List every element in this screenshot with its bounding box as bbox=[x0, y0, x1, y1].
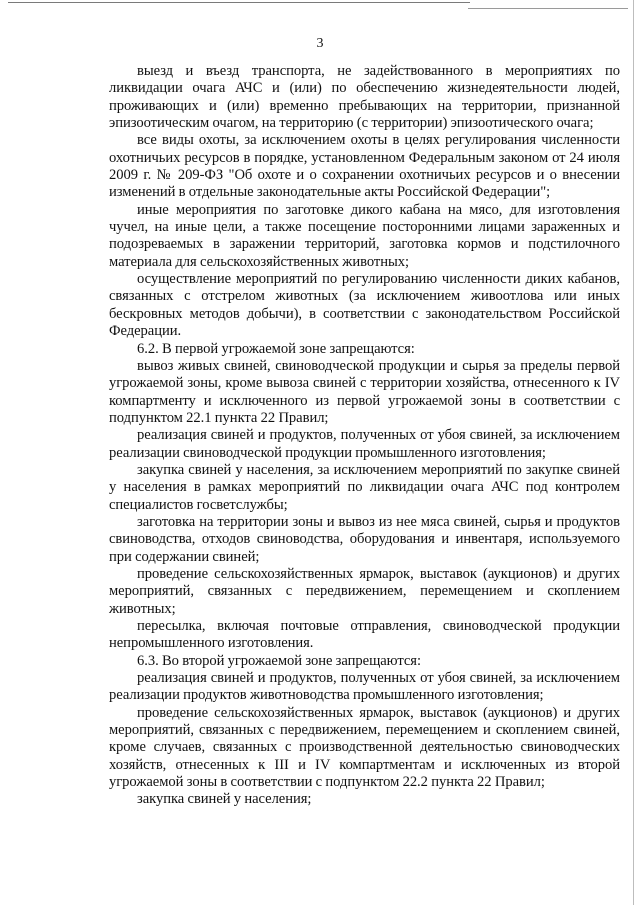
scan-right-edge-line bbox=[633, 0, 634, 905]
document-body bbox=[109, 63, 620, 809]
paragraph-second-zone-purchase-ban: закупка свиней у населения; bbox=[137, 791, 312, 808]
paragraph-hunting-ban: все виды охоты, за исключением охоты в целях регулирования численности охотничьих ресурсов в порядке, установленном Федеральным законом от 24 июля 2009 г. № 209-ФЗ "Об охоте и о сохранении охотничьих ресурсов и о внесении изменений в отдельные законодательные акты Российской Федерации"; bbox=[109, 132, 620, 201]
paragraph-meat-procurement-ban: заготовка на территории зоны и вывоз из нее мяса свиней, сырья и продуктов свиноводства, отходов свиноводства, оборудования и инвентаря, используемого при содержании свиней; bbox=[109, 513, 620, 565]
section-heading-6-3: 6.3. Во второй угрожаемой зоне запрещаются: bbox=[137, 652, 421, 669]
paragraph-live-pig-export-ban: вывоз живых свиней, свиноводческой продукции и сырья за пределы первой угрожаемой зоны, кроме вывоза свиней с территории хозяйства, отнесенного к IV компартменту и исключенного из первой угрожаемой зоны в соответствии с подпунктом 22.1 пункта 22 Правил; bbox=[109, 357, 620, 426]
page-number: 3 bbox=[316, 36, 324, 51]
paragraph-transport-ban: выезд и въезд транспорта, не задействованного в мероприятиях по ликвидации очага АЧС и (или) по обеспечению жизнедеятельности людей, проживающих и (или) временно пребывающих на территории, признанной эпизоотическим очагом, на территорию (с территории) эпизоотического очага; bbox=[109, 63, 620, 132]
paragraph-second-zone-sale-ban: реализация свиней и продуктов, полученных от убоя свиней, за исключением реализации продуктов животноводства промышленного изготовления; bbox=[109, 670, 620, 704]
scan-top-edge-line bbox=[8, 2, 470, 3]
paragraph-pig-purchase-ban: закупка свиней у населения, за исключением мероприятий по закупке свиней у населения в рамках мероприятий по ликвидации очага АЧС под контролем специалистов госветслужбы; bbox=[109, 461, 620, 513]
paragraph-second-zone-fairs-ban: проведение сельскохозяйственных ярмарок, выставок (аукционов) и других мероприятий, связанных с передвижением, перемещением и скоплением свиней, кроме случаев, связанных с производственной деятельностью свиноводческих хозяйств, отнесенных к III и IV компартментам и исключенных из второй угрожаемой зоны в соответствии с подпунктом 22.2 пункта 22 Правил; bbox=[109, 704, 620, 791]
paragraph-wild-boar-harvest-ban: иные мероприятия по заготовке дикого кабана на мясо, для изготовления чучел, на иные цели, а также посещение посторонними лицами зараженных и подозреваемых в заражении территорий, заготовка кормов и подстилочного материала для сельскохозяйственных животных; bbox=[109, 201, 620, 270]
section-heading-6-2: 6.2. В первой угрожаемой зоне запрещаются: bbox=[137, 340, 415, 357]
paragraph-pig-products-sale-ban: реализация свиней и продуктов, полученных от убоя свиней, за исключением реализации свиноводческой продукции промышленного изготовления; bbox=[109, 427, 620, 461]
paragraph-boar-population-control: осуществление мероприятий по регулированию численности диких кабанов, связанных с отстрелом животных (за исключением живоотлова или иных бескровных методов добычи), в соответствии с законодательством Российской Федерации. bbox=[109, 271, 620, 340]
paragraph-postal-shipping-ban: пересылка, включая почтовые отправления, свиноводческой продукции непромышленного изготовления. bbox=[109, 618, 620, 652]
scan-top-edge-line-right bbox=[468, 8, 628, 9]
paragraph-fairs-ban: проведение сельскохозяйственных ярмарок, выставок (аукционов) и других мероприятий, связанных с передвижением, перемещением и скоплением животных; bbox=[109, 565, 620, 617]
